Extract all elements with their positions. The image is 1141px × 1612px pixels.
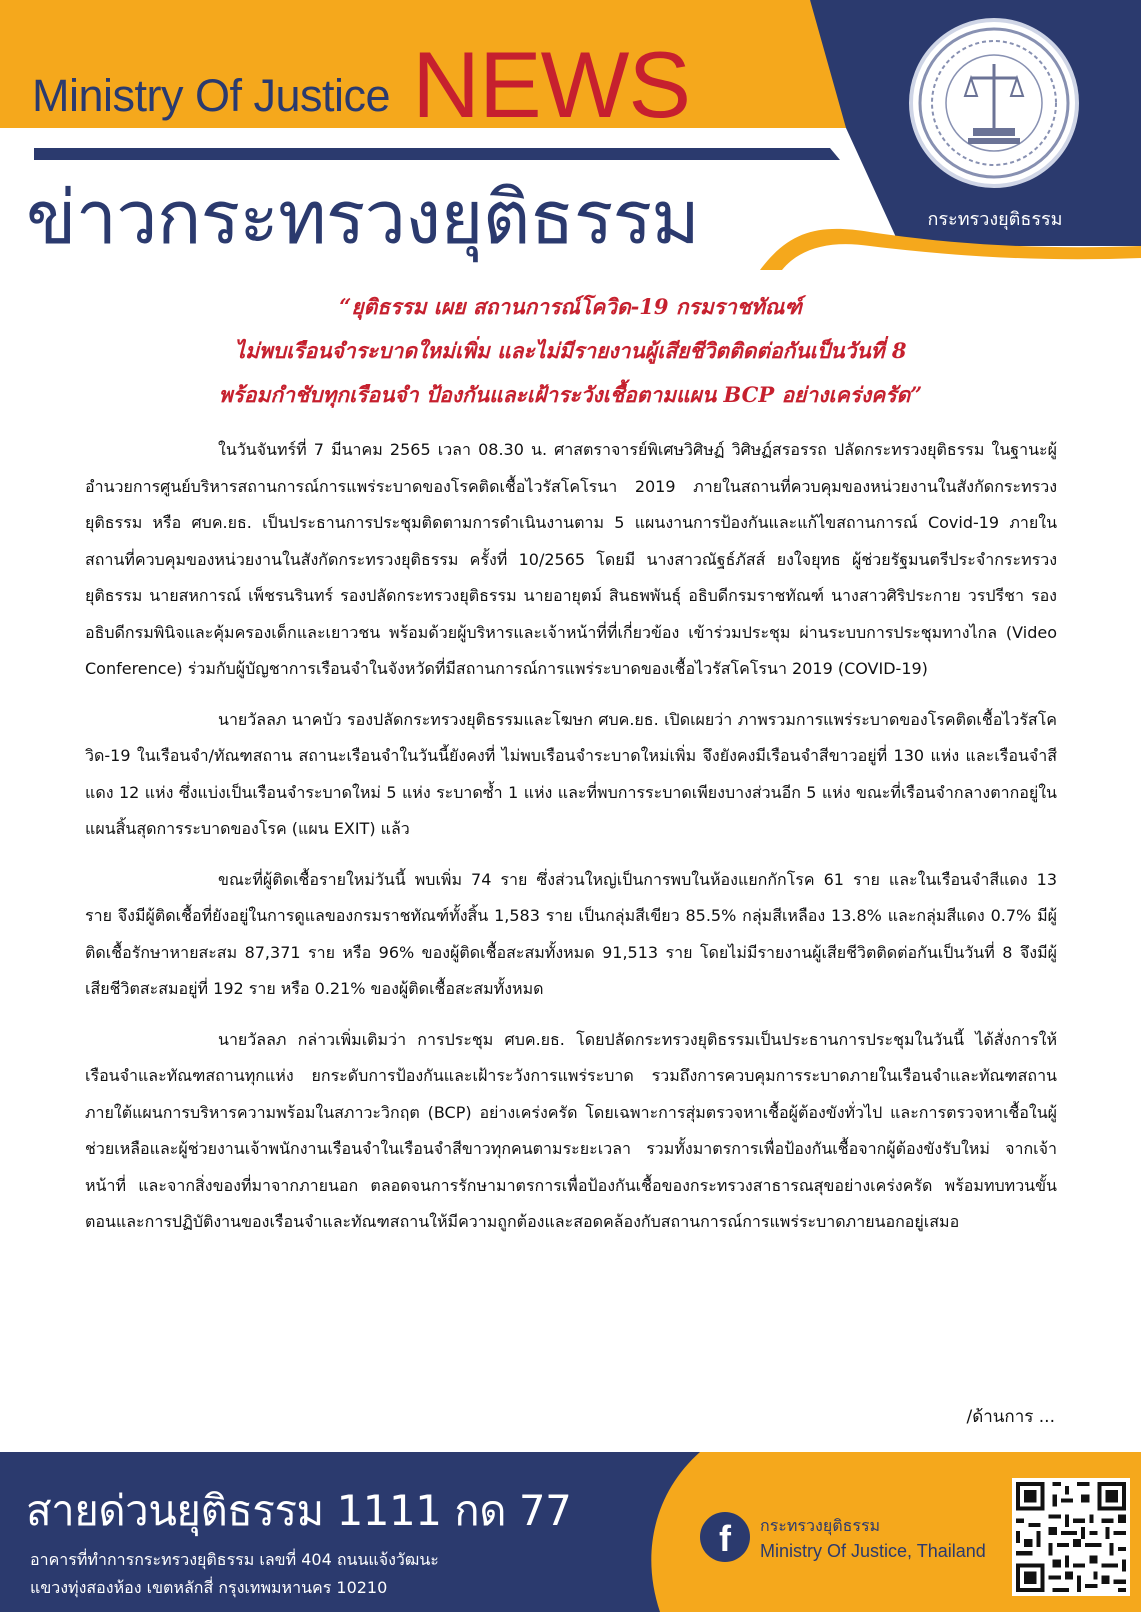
brand-english: Ministry Of Justice — [32, 70, 391, 121]
paragraph-2: นายวัลลภ นาคบัว รองปลัดกระทรวงยุติธรรมและโฆษก ศบค.ยธ. เปิดเผยว่า ภาพรวมการแพร่ระบาดของโรคติดเชื้อไวรัสโควิด-19 ในเรือนจำ/ทัณฑสถาน สถานะเรือนจำในวันนี้ยังคงที่ ไม่พบเรือนจำระบาดใหม่เพิ่ม จึงยังคงมีเรือนจำสีขาวอยู่ที่ 130 แห่ง และเรือนจำสีแดง 12 แห่ง ซึ่งแบ่งเป็นเรือนจำระบาดใหม่ 5 แห่ง ระบาดซ้ำ 1 แห่ง และที่พบการระบาดเพียงบางส่วนอีก 5 แห่ง ขณะที่เรือนจำกลางตากอยู่ในแผนสิ้นสุดการระบาดของโรค (แผน EXIT) แล้ว — [85, 709, 1057, 838]
header-banner — [0, 0, 1141, 270]
facebook-name-thai: กระทรวงยุติธรรม — [760, 1516, 881, 1535]
headline-line-3: พร้อมกำชับทุกเรือนจำ ป้องกันและเฝ้าระวังเชื้อตามแผน BCP อย่างเคร่งครัด” — [218, 382, 923, 407]
article-body — [85, 432, 1057, 1255]
facebook-icon[interactable]: f — [700, 1512, 750, 1562]
paragraph-4: นายวัลลภ กล่าวเพิ่มเติมว่า การประชุม ศบค.ยธ. โดยปลัดกระทรวงยุติธรรมเป็นประธานการประชุมในวันนี้ ได้สั่งการให้เรือนจำและทัณฑสถานทุกแห่ง ยกระดับการป้องกันและเฝ้าระวังการแพร่ระบาด รวมถึงการควบคุมการระบาดภายในเรือนจำและทัณฑสถานภายใต้แผนการบริหารความพร้อมในสภาวะวิกฤต (BCP) อย่างเคร่งครัด โดยเฉพาะการสุ่มตรวจหาเชื้อผู้ต้องขังทั่วไป และการตรวจหาเชื้อในผู้ช่วยเหลือและผู้ช่วยงานเจ้าพนักงานเรือนจำในเรือนจำสีขาวทุกคนตามระยะเวลา รวมทั้งมาตรการเพื่อป้องกันเชื้อจากผู้ต้องขังรับใหม่ จากเจ้าหน้าที่ และจากสิ่งของที่มาจากภายนอก ตลอดจนการรักษามาตรการเพื่อป้องกันเชื้อของกระทรวงสาธารณสุขอย่างเคร่งครัด พร้อมทบทวนขั้นตอนและการปฏิบัติงานของเรือนจำและทัณฑสถานให้มีความถูกต้องและสอดคล้องกับสถานการณ์การแพร่ระบาดภายนอกอยู่เสมอ — [85, 1029, 1057, 1231]
hotline-text: สายด่วนยุติธรรม 1111 กด 77 — [26, 1486, 572, 1535]
qr-code-icon[interactable] — [1012, 1478, 1130, 1596]
headline — [60, 285, 1081, 417]
headline-line-1: “ยุติธรรม เผย สถานการณ์โควิด-19 กรมราชทัณฑ์ — [339, 294, 802, 319]
paragraph-1: ในวันจันทร์ที่ 7 มีนาคม 2565 เวลา 08.30 น. ศาสตราจารย์พิเศษวิศิษฏ์ วิศิษฏ์สรอรรถ ปลัดกระทรวงยุติธรรม ในฐานะผู้อำนวยการศูนย์บริหารสถานการณ์การแพร่ระบาดของโรคติดเชื้อไวรัสโคโรนา 2019 ภายในสถานที่ควบคุมของหน่วยงานในสังกัดกระทรวงยุติธรรม หรือ ศบค.ยธ. เป็นประธานการประชุมติดตามการดำเนินงานตาม 5 แผนงานการป้องกันและแก้ไขสถานการณ์ Covid-19 ภายในสถานที่ควบคุมของหน่วยงานในสังกัดกระทรวงยุติธรรม ครั้งที่ 10/2565 โดยมี นางสาวณัฐธ์ภัสส์ ยงใจยุทธ ผู้ช่วยรัฐมนตรีประจำกระทรวงยุติธรรม นายสหการณ์ เพ็ชรนรินทร์ รองปลัดกระทรวงยุติธรรม นายอายุตม์ สินธพพันธุ์ อธิบดีกรมราชทัณฑ์ นางสาวศิริประกาย วรปรีชา รองอธิบดีกรมพินิจและคุ้มครองเด็กและเยาวชน พร้อมด้วยผู้บริหารและเจ้าหน้าที่ที่เกี่ยวข้อง เข้าร่วมประชุม ผ่านระบบการประชุมทางไกล (Video Conference) ร่วมกับผู้บัญชาการเรือนจำในจังหวัดที่มีสถานการณ์การแพร่ระบาดของเชื้อไวรัสโคโรนา 2019 (COVID-19) — [85, 440, 1057, 678]
ministry-seal-icon — [909, 18, 1079, 188]
headline-line-2: ไม่พบเรือนจำระบาดใหม่เพิ่ม และไม่มีรายงานผู้เสียชีวิตติดต่อกันเป็นวันที่ 8 — [234, 338, 907, 363]
continued-marker: /ด้านการ ... — [966, 1407, 1055, 1427]
address-line-1: อาคารที่ทำการกระทรวงยุติธรรม เลขที่ 404 ถนนแจ้งวัฒนะ — [30, 1550, 439, 1569]
seal-label: กระทรวงยุติธรรม — [927, 209, 1063, 230]
paragraph-3: ขณะที่ผู้ติดเชื้อรายใหม่วันนี้ พบเพิ่ม 74 ราย ซึ่งส่วนใหญ่เป็นการพบในห้องแยกกักโรค 61 ราย และในเรือนจำสีแดง 13 ราย จึงมีผู้ติดเชื้อที่ยังอยู่ในการดูแลของกรมราชทัณฑ์ทั้งสิ้น 1,583 ราย เป็นกลุ่มสีเขียว 85.5% กลุ่มสีเหลือง 13.8% และกลุ่มสีแดง 0.7% มีผู้ติดเชื้อรักษาหายสะสม 87,371 ราย หรือ 96% ของผู้ติดเชื้อสะสมทั้งหมด 91,513 ราย โดยไม่มีรายงานผู้เสียชีวิตติดต่อกันเป็นวันที่ 8 จึงมีผู้เสียชีวิตสะสมอยู่ที่ 192 ราย หรือ 0.21% ของผู้ติดเชื้อสะสมทั้งหมด — [85, 869, 1057, 998]
footer — [0, 1452, 1141, 1612]
address — [30, 1546, 439, 1602]
brand-thai: ข่าวกระทรวงยุติธรรม — [26, 175, 700, 261]
facebook-name-english: Ministry Of Justice, Thailand — [760, 1541, 986, 1561]
brand-news: NEWS — [412, 32, 691, 137]
facebook-page[interactable] — [760, 1514, 986, 1564]
address-line-2: แขวงทุ่งสองห้อง เขตหลักสี่ กรุงเทพมหานคร 10210 — [30, 1578, 388, 1597]
brand-title — [32, 22, 691, 137]
